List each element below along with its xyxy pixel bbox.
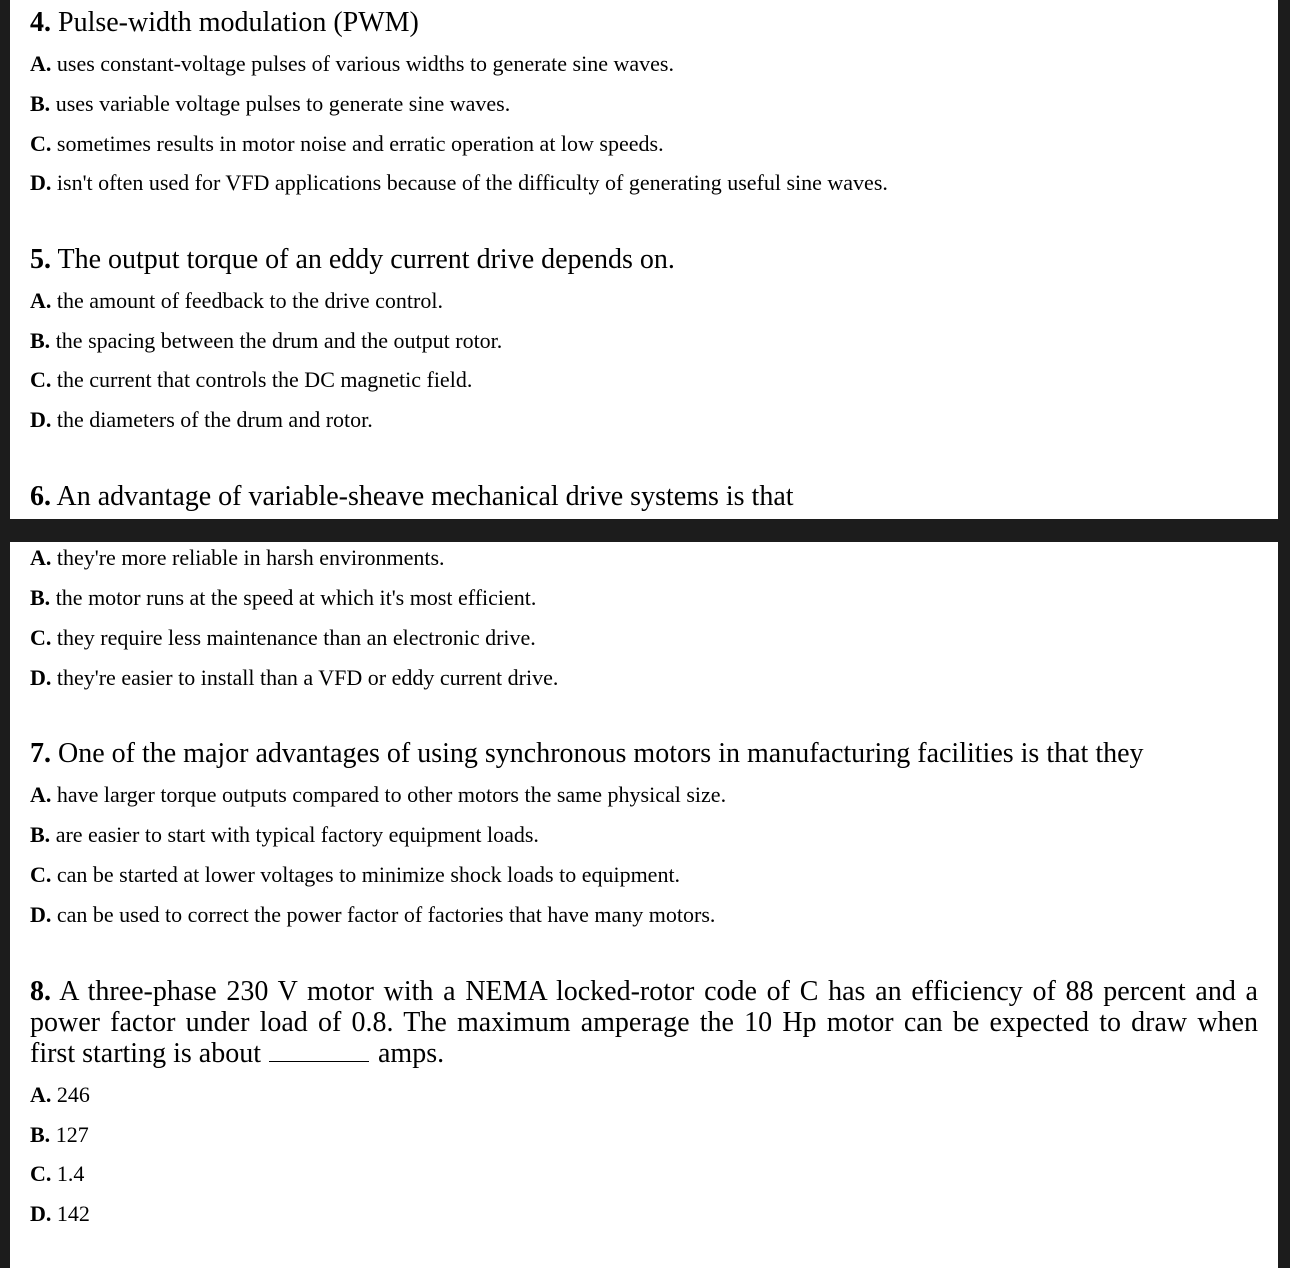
question-4-option-c[interactable]: C. sometimes results in motor noise and erratic operation at low speeds. bbox=[30, 131, 664, 156]
question-6-stem: 6. An advantage of variable-sheave mechanical drive systems is that bbox=[30, 481, 794, 512]
question-4 bbox=[30, 7, 1258, 195]
question-6 bbox=[30, 481, 1258, 512]
question-7-option-a[interactable]: A. have larger torque outputs compared to other motors the same physical size. bbox=[30, 782, 727, 807]
question-7-option-c[interactable]: C. can be started at lower voltages to minimize shock loads to equipment. bbox=[30, 862, 681, 887]
question-4-option-b[interactable]: B. uses variable voltage pulses to generate sine waves. bbox=[30, 91, 511, 116]
question-7 bbox=[30, 738, 1258, 927]
question-8-stem-line-3: first starting is about amps. bbox=[30, 1038, 445, 1069]
question-4-stem: 4. Pulse-width modulation (PWM) bbox=[30, 7, 419, 38]
question-4-option-a[interactable]: A. uses constant-voltage pulses of various widths to generate sine waves. bbox=[30, 51, 674, 76]
answer-blank[interactable] bbox=[269, 1039, 369, 1062]
question-8-option-b[interactable]: B. 127 bbox=[30, 1122, 89, 1147]
question-8-option-c[interactable]: C. 1.4 bbox=[30, 1161, 85, 1186]
page-bottom-section bbox=[10, 542, 1278, 1268]
question-5-option-a[interactable]: A. the amount of feedback to the drive control. bbox=[30, 288, 443, 313]
question-7-stem: 7. One of the major advantages of using synchronous motors in manufacturing facilities is that they bbox=[30, 738, 1144, 769]
question-8-stem-line-2: power factor under load of 0.8. The maximum amperage the 10 Hp motor can be expected to draw when bbox=[30, 1007, 1258, 1038]
question-5-stem: 5. The output torque of an eddy current drive depends on. bbox=[30, 244, 675, 275]
question-6-option-d[interactable]: D. they're easier to install than a VFD or eddy current drive. bbox=[30, 665, 559, 690]
question-5-option-b[interactable]: B. the spacing between the drum and the output rotor. bbox=[30, 328, 503, 353]
question-5 bbox=[30, 244, 1258, 432]
question-8 bbox=[30, 976, 1258, 1226]
question-5-option-c[interactable]: C. the current that controls the DC magnetic field. bbox=[30, 367, 473, 392]
question-6-option-b[interactable]: B. the motor runs at the speed at which it's most efficient. bbox=[30, 585, 537, 610]
page-top-section bbox=[10, 0, 1278, 519]
question-8-option-a[interactable]: A. 246 bbox=[30, 1082, 90, 1107]
question-6-option-c[interactable]: C. they require less maintenance than an electronic drive. bbox=[30, 625, 536, 650]
question-7-option-b[interactable]: B. are easier to start with typical factory equipment loads. bbox=[30, 822, 539, 847]
question-8-option-d[interactable]: D. 142 bbox=[30, 1201, 90, 1226]
question-6-option-a[interactable]: A. they're more reliable in harsh environments. bbox=[30, 545, 445, 570]
question-8-stem-line-1: 8. A three-phase 230 V motor with a NEMA locked-rotor code of C has an efficiency of 88 percent and a bbox=[30, 976, 1258, 1007]
question-7-option-d[interactable]: D. can be used to correct the power factor of factories that have many motors. bbox=[30, 902, 716, 927]
question-4-option-d[interactable]: D. isn't often used for VFD applications because of the difficulty of generating useful sine waves. bbox=[30, 170, 888, 195]
question-5-option-d[interactable]: D. the diameters of the drum and rotor. bbox=[30, 407, 373, 432]
